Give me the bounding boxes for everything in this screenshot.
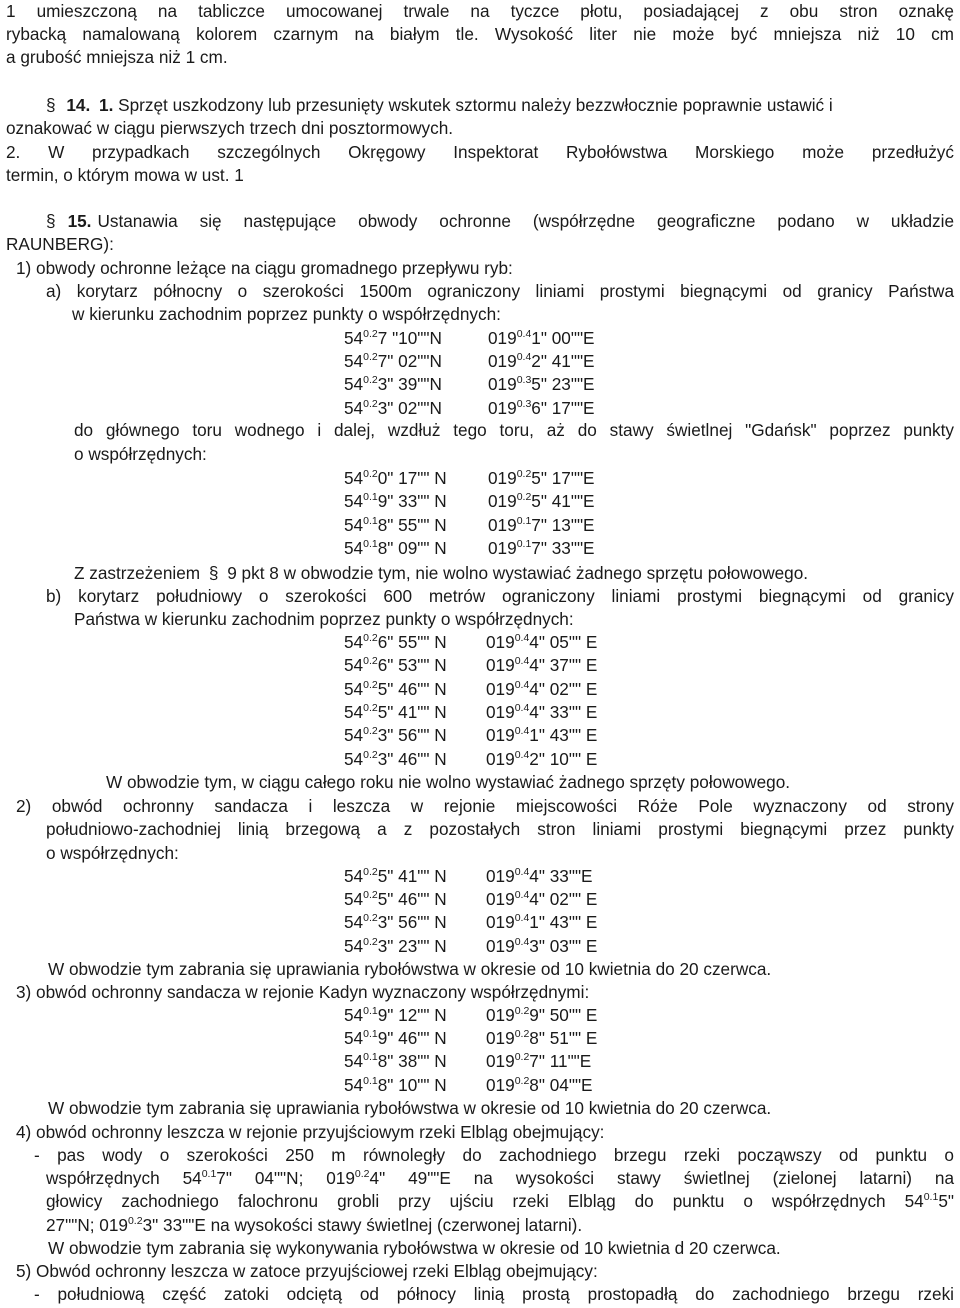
latitude-degrees: 54 bbox=[344, 468, 364, 488]
superscript: 0.2 bbox=[363, 632, 378, 644]
latitude-rest: 0" 17"" N bbox=[377, 468, 447, 488]
section-sign: § bbox=[46, 211, 56, 231]
longitude-degrees: 019 bbox=[486, 701, 515, 722]
superscript: 0.4 bbox=[516, 328, 532, 340]
longitude-degrees: 019 bbox=[486, 748, 515, 769]
paragraph-text: oznakować w ciągu pierwszych trzech dni posztormowych. bbox=[6, 118, 454, 138]
latitude-rest: 5" 46"" N bbox=[377, 678, 447, 699]
longitude-degrees: 019 bbox=[488, 491, 517, 512]
longitude bbox=[486, 911, 597, 934]
longitude-rest: 6" 17""E bbox=[531, 397, 595, 418]
section-sign: § bbox=[46, 95, 56, 115]
longitude bbox=[488, 397, 595, 420]
longitude-degrees: 019 bbox=[486, 1005, 515, 1025]
list-item: południowo-zachodniej linią brzegową a z pozostałych stron liniami prostymi biegnącymi przez punkty bbox=[46, 819, 954, 839]
list-item: 1) obwody ochronne leżące na ciągu gromadnego przepływu ryb: bbox=[16, 258, 513, 278]
superscript: 0.2 bbox=[363, 912, 378, 925]
latitude bbox=[344, 397, 442, 420]
latitude-degrees: 54 bbox=[344, 537, 364, 558]
superscript: 0.2 bbox=[363, 374, 378, 387]
text-part: głowicy zachodniego falochronu grobli przy ujściu rzeki Elbląg do punktu o współrzędnych 54 bbox=[46, 1191, 924, 1211]
longitude-rest: 4" 37"" E bbox=[529, 655, 598, 676]
intro-line: rybacką namalowaną kolorem czarnym na białym tle. Wysokość liter nie może być mniejsza niż 10 cm bbox=[6, 24, 954, 44]
longitude-rest: 4" 05"" E bbox=[529, 632, 598, 652]
latitude-degrees: 54 bbox=[344, 866, 364, 886]
latitude-rest: 3" 23"" N bbox=[377, 935, 447, 956]
latitude-rest: 3" 39""N bbox=[377, 374, 442, 395]
latitude-rest: 3" 46"" N bbox=[377, 748, 447, 769]
latitude-degrees: 54 bbox=[344, 1028, 364, 1049]
latitude bbox=[344, 467, 447, 490]
latitude-degrees: 54 bbox=[344, 701, 364, 722]
text-part: 27""N; 019 bbox=[46, 1215, 128, 1235]
latitude-rest: 3" 02""N bbox=[377, 397, 442, 418]
superscript: 0.1 bbox=[363, 537, 378, 550]
latitude-rest: 3" 56"" N bbox=[377, 912, 447, 933]
superscript: 0.4 bbox=[514, 725, 530, 738]
longitude-degrees: 019 bbox=[486, 725, 515, 746]
latitude-degrees: 54 bbox=[344, 912, 364, 933]
longitude bbox=[486, 888, 597, 911]
latitude-degrees: 54 bbox=[344, 748, 364, 769]
superscript: 0.2 bbox=[363, 351, 378, 364]
superscript: 0.2 bbox=[514, 1005, 530, 1017]
longitude bbox=[486, 1074, 593, 1097]
superscript: 0.2 bbox=[363, 397, 378, 410]
latitude-degrees: 54 bbox=[344, 491, 364, 512]
latitude-degrees: 54 bbox=[344, 655, 364, 676]
superscript: 0.1 bbox=[363, 1005, 378, 1017]
longitude-degrees: 019 bbox=[488, 468, 517, 488]
longitude-degrees: 019 bbox=[486, 1051, 515, 1072]
latitude bbox=[344, 748, 447, 771]
longitude-degrees: 019 bbox=[486, 1074, 515, 1095]
latitude bbox=[344, 888, 447, 911]
superscript: 0.2 bbox=[516, 491, 532, 504]
longitude-degrees: 019 bbox=[486, 632, 515, 652]
longitude bbox=[486, 701, 597, 724]
superscript: 0.2 bbox=[363, 889, 378, 902]
longitude-rest: 9" 50"" E bbox=[529, 1005, 598, 1025]
superscript: 0.2 bbox=[363, 725, 378, 738]
longitude-rest: 4" 33""E bbox=[529, 866, 593, 886]
latitude-rest: 8" 55"" N bbox=[377, 514, 447, 535]
superscript: 0.1 bbox=[363, 514, 378, 527]
list-item: - południową część zatoki odciętą od północy linią prostą prostopadłą do zachodniego brzegu rzeki bbox=[34, 1284, 954, 1304]
latitude-rest: 5" 46"" N bbox=[377, 889, 447, 910]
latitude-degrees: 54 bbox=[344, 935, 364, 956]
longitude-rest: 7" 13""E bbox=[531, 514, 595, 535]
latitude bbox=[344, 865, 447, 888]
longitude bbox=[486, 935, 597, 958]
longitude-rest: 1" 00""E bbox=[531, 328, 595, 348]
paragraph-text: RAUNBERG): bbox=[6, 234, 114, 254]
latitude-degrees: 54 bbox=[344, 397, 364, 418]
superscript: 0.2 bbox=[514, 1074, 530, 1087]
list-item: o współrzędnych: bbox=[74, 444, 207, 464]
longitude bbox=[486, 748, 597, 771]
latitude bbox=[344, 537, 447, 560]
longitude-rest: 7" 33""E bbox=[531, 537, 595, 558]
text-part: 7" 04""N; 019 bbox=[216, 1168, 355, 1188]
longitude bbox=[486, 724, 597, 747]
superscript: 0.3 bbox=[516, 397, 532, 410]
list-item: 2) obwód ochronny sandacza i leszcza w rejonie miejscowości Róże Pole wyznaczony od strony bbox=[16, 796, 954, 816]
longitude bbox=[486, 654, 597, 677]
latitude-degrees: 54 bbox=[344, 889, 364, 910]
latitude-rest: 5" 41"" N bbox=[377, 701, 447, 722]
paragraph-text: termin, o którym mowa w ust. 1 bbox=[6, 165, 244, 185]
superscript: 0.2 bbox=[363, 748, 378, 761]
superscript: 0.4 bbox=[514, 889, 530, 902]
superscript: 0.1 bbox=[923, 1191, 939, 1203]
latitude bbox=[344, 631, 447, 654]
superscript: 0.4 bbox=[514, 912, 530, 925]
note-part: Z zastrzeżeniem bbox=[74, 563, 201, 583]
latitude-rest: 3" 56"" N bbox=[377, 725, 447, 746]
superscript: 0.3 bbox=[516, 374, 532, 387]
longitude-degrees: 019 bbox=[486, 678, 515, 699]
superscript: 0.2 bbox=[516, 468, 532, 480]
latitude-rest: 6" 53"" N bbox=[377, 655, 447, 676]
longitude-degrees: 019 bbox=[488, 328, 517, 348]
superscript: 0.1 bbox=[363, 1074, 378, 1087]
longitude-rest: 5" 17""E bbox=[531, 468, 595, 488]
latitude-rest: 8" 10"" N bbox=[377, 1074, 447, 1095]
longitude bbox=[488, 537, 595, 560]
superscript: 0.4 bbox=[514, 701, 530, 714]
longitude-rest: 8" 51"" E bbox=[529, 1028, 598, 1049]
latitude-degrees: 54 bbox=[344, 328, 364, 348]
list-item: - pas wody o szerokości 250 m równoległy do zachodniego brzegu rzeki począwszy od punktu o bbox=[34, 1145, 954, 1165]
latitude bbox=[344, 1074, 447, 1097]
list-item: 4) obwód ochronny leszcza w rejonie przyujściowym rzeki Elbląg obejmujący: bbox=[16, 1122, 605, 1142]
latitude-rest: 9" 46"" N bbox=[377, 1028, 447, 1049]
latitude-rest: 5" 41"" N bbox=[377, 866, 447, 886]
superscript: 0.4 bbox=[514, 632, 530, 644]
superscript: 0.4 bbox=[514, 655, 530, 668]
longitude bbox=[486, 631, 597, 654]
latitude-degrees: 54 bbox=[344, 1051, 364, 1072]
superscript: 0.4 bbox=[514, 866, 530, 878]
longitude-rest: 5" 41""E bbox=[531, 491, 595, 512]
superscript: 0.2 bbox=[354, 1168, 370, 1180]
latitude-degrees: 54 bbox=[344, 725, 364, 746]
longitude bbox=[488, 350, 595, 373]
longitude-rest: 1" 43"" E bbox=[529, 725, 598, 746]
longitude bbox=[488, 373, 595, 396]
latitude bbox=[344, 327, 442, 350]
latitude-rest: 8" 09"" N bbox=[377, 537, 447, 558]
superscript: 0.2 bbox=[363, 935, 378, 948]
longitude bbox=[488, 467, 595, 490]
superscript: 0.2 bbox=[363, 678, 378, 691]
paragraph-number: 15. bbox=[67, 211, 92, 231]
latitude bbox=[344, 373, 442, 396]
latitude bbox=[344, 1050, 447, 1073]
point-number: 1. bbox=[99, 95, 114, 115]
longitude-degrees: 019 bbox=[486, 889, 515, 910]
longitude-degrees: 019 bbox=[486, 655, 515, 676]
superscript: 0.4 bbox=[516, 351, 532, 364]
latitude bbox=[344, 1004, 447, 1027]
superscript: 0.4 bbox=[514, 935, 530, 948]
latitude bbox=[344, 490, 447, 513]
latitude-degrees: 54 bbox=[344, 351, 364, 372]
longitude bbox=[486, 1050, 591, 1073]
superscript: 0.2 bbox=[363, 866, 378, 878]
paragraph-number: 14. bbox=[66, 95, 91, 115]
longitude-rest: 1" 43"" E bbox=[529, 912, 598, 933]
intro-line: 1 umieszczoną na tabliczce umocowanej trwale na tyczce płotu, posiadającej z obu stron oznakę bbox=[6, 1, 954, 21]
latitude-rest: 9" 33"" N bbox=[377, 491, 447, 512]
longitude-rest: 4" 33"" E bbox=[529, 701, 598, 722]
longitude-degrees: 019 bbox=[486, 1028, 515, 1049]
longitude-degrees: 019 bbox=[486, 866, 515, 886]
latitude-degrees: 54 bbox=[344, 632, 364, 652]
longitude-rest: 4" 02"" E bbox=[529, 678, 598, 699]
note-text: W obwodzie tym zabrania się wykonywania rybołówstwa w okresie od 10 kwietnia d 20 czerwca. bbox=[48, 1238, 781, 1258]
longitude-rest: 4" 02"" E bbox=[529, 889, 598, 910]
paragraph-15-heading bbox=[46, 210, 954, 233]
superscript: 0.2 bbox=[363, 655, 378, 668]
paragraph-text: 2. W przypadkach szczególnych Okręgowy Inspektorat Rybołówstwa Morskiego może przedłużyć bbox=[6, 142, 954, 162]
superscript: 0.1 bbox=[516, 537, 532, 550]
latitude-degrees: 54 bbox=[344, 678, 364, 699]
superscript: 0.1 bbox=[363, 491, 378, 504]
latitude-rest: 7 "10""N bbox=[377, 328, 442, 348]
longitude-degrees: 019 bbox=[488, 351, 517, 372]
list-item: w kierunku zachodnim poprzez punkty o współrzędnych: bbox=[72, 304, 501, 324]
superscript: 0.4 bbox=[514, 748, 530, 761]
longitude bbox=[486, 1027, 597, 1050]
note-text: W obwodzie tym zabrania się uprawiania rybołówstwa w okresie od 10 kwietnia do 20 czerwca. bbox=[48, 1098, 772, 1118]
latitude-degrees: 54 bbox=[344, 374, 364, 395]
intro-line: a grubość mniejsza niż 1 cm. bbox=[6, 47, 228, 67]
superscript: 0.2 bbox=[514, 1051, 530, 1064]
longitude-rest: 2" 10"" E bbox=[529, 748, 598, 769]
list-item bbox=[46, 1190, 954, 1213]
superscript: 0.1 bbox=[363, 1051, 378, 1064]
longitude bbox=[486, 678, 597, 701]
section-sign: § bbox=[208, 563, 219, 583]
latitude-degrees: 54 bbox=[344, 514, 364, 535]
latitude bbox=[344, 701, 447, 724]
list-item: 5) Obwód ochronny leszcza w zatoce przyujściowej rzeki Elbląg obejmujący: bbox=[16, 1261, 598, 1281]
latitude bbox=[344, 935, 447, 958]
superscript: 0.1 bbox=[201, 1168, 217, 1180]
latitude bbox=[344, 911, 447, 934]
superscript: 0.4 bbox=[514, 678, 530, 691]
list-item: b) korytarz południowy o szerokości 600 metrów ograniczony liniami prostymi biegnącymi od granicy bbox=[46, 586, 954, 606]
longitude-rest: 2" 41""E bbox=[531, 351, 595, 372]
text-part: 4" 49""E na wysokości stawy świetlnej (zielonej latarni) na bbox=[369, 1168, 954, 1188]
longitude-degrees: 019 bbox=[488, 537, 517, 558]
latitude bbox=[344, 654, 447, 677]
text-part: 3" 33""E na wysokości stawy świetlnej (czerwonej latarni). bbox=[142, 1215, 583, 1235]
note-part: 9 pkt 8 w obwodzie tym, nie wolno wystawiać żadnego sprzętu połowowego. bbox=[227, 563, 809, 583]
note-text: W obwodzie tym zabrania się uprawiania rybołówstwa w okresie od 10 kwietnia do 20 czerwca. bbox=[48, 959, 772, 979]
longitude-rest: 8" 04""E bbox=[529, 1074, 593, 1095]
latitude-rest: 8" 38"" N bbox=[377, 1051, 447, 1072]
list-item bbox=[46, 1214, 582, 1237]
longitude-rest: 7" 11""E bbox=[529, 1051, 592, 1072]
note-text: W obwodzie tym, w ciągu całego roku nie wolno wystawiać żadnego sprzęty połowowego. bbox=[106, 772, 791, 792]
superscript: 0.2 bbox=[363, 328, 378, 340]
list-item bbox=[46, 1167, 954, 1190]
list-item: o współrzędnych: bbox=[46, 843, 179, 863]
superscript: 0.1 bbox=[516, 514, 532, 527]
superscript: 0.2 bbox=[514, 1028, 530, 1041]
list-item: a) korytarz północny o szerokości 1500m ograniczony liniami prostymi biegnącymi od granicy Państwa bbox=[46, 281, 954, 301]
note-text bbox=[74, 562, 808, 585]
latitude bbox=[344, 350, 442, 373]
superscript: 0.2 bbox=[363, 701, 378, 714]
longitude bbox=[486, 1004, 597, 1027]
text-part: współrzędnych 54 bbox=[46, 1168, 202, 1188]
latitude bbox=[344, 514, 447, 537]
list-item: Państwa w kierunku zachodnim poprzez punkty o współrzędnych: bbox=[74, 609, 574, 629]
paragraph-text: Sprzęt uszkodzony lub przesunięty wskutek sztormu należy bezzwłocznie poprawnie ustawić i bbox=[118, 95, 833, 115]
latitude-degrees: 54 bbox=[344, 1074, 364, 1095]
latitude-rest: 6" 55"" N bbox=[377, 632, 447, 652]
latitude bbox=[344, 678, 447, 701]
longitude bbox=[486, 865, 593, 888]
latitude-rest: 9" 12"" N bbox=[377, 1005, 447, 1025]
paragraph-14-heading bbox=[46, 94, 833, 117]
superscript: 0.2 bbox=[363, 468, 378, 480]
latitude bbox=[344, 1027, 447, 1050]
longitude-degrees: 019 bbox=[486, 935, 515, 956]
text-part: 5" bbox=[938, 1191, 954, 1211]
list-item: 3) obwód ochronny sandacza w rejonie Kadyn wyznaczony współrzędnymi: bbox=[16, 982, 590, 1002]
longitude-degrees: 019 bbox=[488, 514, 517, 535]
latitude-degrees: 54 bbox=[344, 1005, 364, 1025]
superscript: 0.2 bbox=[127, 1215, 143, 1227]
list-item: do głównego toru wodnego i dalej, wzdłuż tego toru, aż do stawy świetlnej "Gdańsk" poprzez punkty bbox=[74, 420, 954, 440]
longitude-rest: 5" 23""E bbox=[531, 374, 595, 395]
longitude-degrees: 019 bbox=[486, 912, 515, 933]
superscript: 0.1 bbox=[363, 1028, 378, 1041]
longitude bbox=[488, 490, 595, 513]
longitude-degrees: 019 bbox=[488, 397, 517, 418]
latitude-rest: 7" 02""N bbox=[377, 351, 442, 372]
latitude bbox=[344, 724, 447, 747]
longitude-degrees: 019 bbox=[488, 374, 517, 395]
paragraph-text: Ustanawia się następujące obwody ochronne (współrzędne geograficzne podano w układzie bbox=[97, 211, 954, 231]
longitude-rest: 3" 03"" E bbox=[529, 935, 598, 956]
longitude bbox=[488, 327, 595, 350]
longitude bbox=[488, 514, 595, 537]
